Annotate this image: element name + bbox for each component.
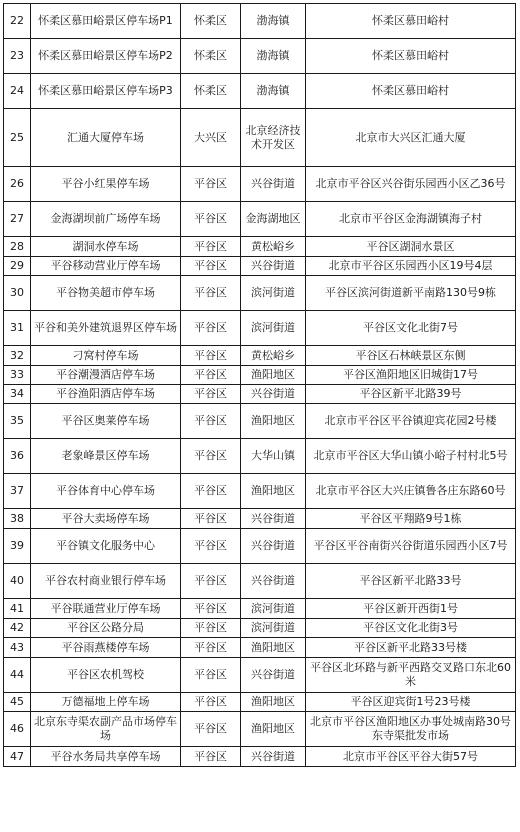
row-number-cell: 37 [4, 474, 31, 509]
district-cell: 怀柔区 [181, 74, 241, 109]
town-street-cell: 渔阳地区 [241, 404, 306, 439]
town-street-cell: 渤海镇 [241, 4, 306, 39]
district-cell: 平谷区 [181, 439, 241, 474]
parking-table [3, 3, 516, 767]
address-cell: 北京市平谷区大兴庄镇鲁各庄东路60号 [306, 474, 516, 509]
row-number-cell: 34 [4, 385, 31, 404]
address-cell: 北京市大兴区汇通大厦 [306, 109, 516, 167]
district-cell: 平谷区 [181, 257, 241, 276]
table-row [4, 109, 516, 167]
parking-lot-name-cell: 平谷水务局共享停车场 [31, 747, 181, 767]
parking-lot-name-cell: 怀柔区慕田峪景区停车场P1 [31, 4, 181, 39]
row-number-cell: 42 [4, 619, 31, 638]
district-cell: 平谷区 [181, 202, 241, 237]
district-cell: 平谷区 [181, 564, 241, 599]
row-number-cell: 29 [4, 257, 31, 276]
address-cell: 北京市平谷区平谷大街57号 [306, 747, 516, 767]
town-street-cell: 渔阳地区 [241, 366, 306, 385]
parking-lot-name-cell: 平谷农村商业银行停车场 [31, 564, 181, 599]
district-cell: 平谷区 [181, 311, 241, 346]
district-cell: 平谷区 [181, 712, 241, 747]
table-row [4, 712, 516, 747]
table-row [4, 529, 516, 564]
row-number-cell: 23 [4, 39, 31, 74]
district-cell: 怀柔区 [181, 39, 241, 74]
parking-lot-name-cell: 湖洞水停车场 [31, 237, 181, 257]
district-cell: 平谷区 [181, 404, 241, 439]
address-cell: 平谷区滨河街道新平南路130号9栋 [306, 276, 516, 311]
town-street-cell: 滨河街道 [241, 276, 306, 311]
address-cell: 北京市平谷区乐园西小区19号4层 [306, 257, 516, 276]
parking-lot-name-cell: 平谷区农机驾校 [31, 658, 181, 693]
row-number-cell: 36 [4, 439, 31, 474]
table-row [4, 693, 516, 712]
district-cell: 平谷区 [181, 346, 241, 366]
table-row [4, 311, 516, 346]
row-number-cell: 44 [4, 658, 31, 693]
table-row [4, 564, 516, 599]
table-row [4, 167, 516, 202]
town-street-cell: 渤海镇 [241, 39, 306, 74]
parking-lot-name-cell: 平谷雨燕楼停车场 [31, 638, 181, 658]
town-street-cell: 北京经济技术开发区 [241, 109, 306, 167]
row-number-cell: 40 [4, 564, 31, 599]
address-cell: 北京市平谷区大华山镇小峪子村村北5号 [306, 439, 516, 474]
table-row [4, 658, 516, 693]
parking-lot-name-cell: 怀柔区慕田峪景区停车场P3 [31, 74, 181, 109]
table-row [4, 257, 516, 276]
parking-lot-name-cell: 老象峰景区停车场 [31, 439, 181, 474]
address-cell: 北京市平谷区兴谷街乐园西小区乙36号 [306, 167, 516, 202]
address-cell: 平谷区新平北路39号 [306, 385, 516, 404]
town-street-cell: 兴谷街道 [241, 529, 306, 564]
address-cell: 平谷区石林峡景区东侧 [306, 346, 516, 366]
parking-lot-name-cell: 平谷区奥莱停车场 [31, 404, 181, 439]
parking-lot-name-cell: 平谷和美外建筑退界区停车场 [31, 311, 181, 346]
parking-lot-name-cell: 汇通大厦停车场 [31, 109, 181, 167]
table-row [4, 474, 516, 509]
address-cell: 平谷区文化北街3号 [306, 619, 516, 638]
district-cell: 平谷区 [181, 366, 241, 385]
town-street-cell: 滨河街道 [241, 599, 306, 619]
town-street-cell: 兴谷街道 [241, 509, 306, 529]
row-number-cell: 35 [4, 404, 31, 439]
address-cell: 平谷区文化北街7号 [306, 311, 516, 346]
district-cell: 平谷区 [181, 638, 241, 658]
address-cell: 怀柔区慕田峪村 [306, 74, 516, 109]
parking-lot-name-cell: 平谷体育中心停车场 [31, 474, 181, 509]
parking-lot-name-cell: 平谷移动营业厅停车场 [31, 257, 181, 276]
town-street-cell: 渔阳地区 [241, 712, 306, 747]
row-number-cell: 32 [4, 346, 31, 366]
town-street-cell: 大华山镇 [241, 439, 306, 474]
parking-lot-name-cell: 平谷小红果停车场 [31, 167, 181, 202]
district-cell: 大兴区 [181, 109, 241, 167]
address-cell: 平谷区渔阳地区旧城街17号 [306, 366, 516, 385]
table-row [4, 404, 516, 439]
table-row [4, 74, 516, 109]
district-cell: 怀柔区 [181, 4, 241, 39]
district-cell: 平谷区 [181, 276, 241, 311]
town-street-cell: 金海湖地区 [241, 202, 306, 237]
row-number-cell: 33 [4, 366, 31, 385]
address-cell: 平谷区北环路与新平西路交叉路口东北60米 [306, 658, 516, 693]
parking-lot-name-cell: 北京东寺渠农副产品市场停车场 [31, 712, 181, 747]
table-row [4, 385, 516, 404]
row-number-cell: 45 [4, 693, 31, 712]
table-row [4, 202, 516, 237]
town-street-cell: 兴谷街道 [241, 257, 306, 276]
district-cell: 平谷区 [181, 385, 241, 404]
parking-lot-name-cell: 平谷联通营业厅停车场 [31, 599, 181, 619]
address-cell: 平谷区新平北路33号 [306, 564, 516, 599]
table-row [4, 747, 516, 767]
parking-lot-name-cell: 平谷潮漫酒店停车场 [31, 366, 181, 385]
address-cell: 平谷区平谷南街兴谷街道乐园西小区7号 [306, 529, 516, 564]
row-number-cell: 46 [4, 712, 31, 747]
town-street-cell: 兴谷街道 [241, 564, 306, 599]
address-cell: 平谷区平翔路9号1栋 [306, 509, 516, 529]
row-number-cell: 30 [4, 276, 31, 311]
district-cell: 平谷区 [181, 237, 241, 257]
table-row [4, 366, 516, 385]
table-body [4, 4, 516, 767]
table-row [4, 599, 516, 619]
row-number-cell: 47 [4, 747, 31, 767]
town-street-cell: 滨河街道 [241, 619, 306, 638]
table-row [4, 39, 516, 74]
address-cell: 平谷区新开西街1号 [306, 599, 516, 619]
town-street-cell: 渔阳地区 [241, 638, 306, 658]
town-street-cell: 兴谷街道 [241, 658, 306, 693]
district-cell: 平谷区 [181, 693, 241, 712]
town-street-cell: 兴谷街道 [241, 167, 306, 202]
row-number-cell: 43 [4, 638, 31, 658]
row-number-cell: 27 [4, 202, 31, 237]
address-cell: 平谷区新平北路33号楼 [306, 638, 516, 658]
row-number-cell: 39 [4, 529, 31, 564]
row-number-cell: 25 [4, 109, 31, 167]
table-row [4, 276, 516, 311]
district-cell: 平谷区 [181, 747, 241, 767]
district-cell: 平谷区 [181, 599, 241, 619]
row-number-cell: 22 [4, 4, 31, 39]
town-street-cell: 兴谷街道 [241, 747, 306, 767]
parking-lot-name-cell: 平谷镇文化服务中心 [31, 529, 181, 564]
parking-lot-name-cell: 刁窝村停车场 [31, 346, 181, 366]
district-cell: 平谷区 [181, 658, 241, 693]
parking-lot-name-cell: 平谷大卖场停车场 [31, 509, 181, 529]
table-row [4, 638, 516, 658]
address-cell: 北京市平谷区金海湖镇海子村 [306, 202, 516, 237]
district-cell: 平谷区 [181, 167, 241, 202]
address-cell: 平谷区湖洞水景区 [306, 237, 516, 257]
town-street-cell: 滨河街道 [241, 311, 306, 346]
parking-lot-name-cell: 平谷区公路分局 [31, 619, 181, 638]
town-street-cell: 黄松峪乡 [241, 237, 306, 257]
row-number-cell: 38 [4, 509, 31, 529]
address-cell: 北京市平谷区渔阳地区办事处城南路30号东寺渠批发市场 [306, 712, 516, 747]
address-cell: 怀柔区慕田峪村 [306, 4, 516, 39]
district-cell: 平谷区 [181, 529, 241, 564]
parking-lot-name-cell: 平谷渔阳酒店停车场 [31, 385, 181, 404]
address-cell: 怀柔区慕田峪村 [306, 39, 516, 74]
parking-lot-name-cell: 金海湖坝前广场停车场 [31, 202, 181, 237]
town-street-cell: 渤海镇 [241, 74, 306, 109]
parking-lot-name-cell: 万德福地上停车场 [31, 693, 181, 712]
town-street-cell: 兴谷街道 [241, 385, 306, 404]
row-number-cell: 31 [4, 311, 31, 346]
town-street-cell: 渔阳地区 [241, 693, 306, 712]
row-number-cell: 41 [4, 599, 31, 619]
row-number-cell: 28 [4, 237, 31, 257]
table-row [4, 509, 516, 529]
parking-list [3, 3, 516, 767]
district-cell: 平谷区 [181, 619, 241, 638]
table-row [4, 439, 516, 474]
district-cell: 平谷区 [181, 474, 241, 509]
district-cell: 平谷区 [181, 509, 241, 529]
row-number-cell: 26 [4, 167, 31, 202]
table-row [4, 346, 516, 366]
parking-lot-name-cell: 平谷物美超市停车场 [31, 276, 181, 311]
address-cell: 北京市平谷区平谷镇迎宾花园2号楼 [306, 404, 516, 439]
row-number-cell: 24 [4, 74, 31, 109]
parking-lot-name-cell: 怀柔区慕田峪景区停车场P2 [31, 39, 181, 74]
town-street-cell: 黄松峪乡 [241, 346, 306, 366]
table-row [4, 619, 516, 638]
town-street-cell: 渔阳地区 [241, 474, 306, 509]
address-cell: 平谷区迎宾街1号23号楼 [306, 693, 516, 712]
table-row [4, 4, 516, 39]
table-row [4, 237, 516, 257]
